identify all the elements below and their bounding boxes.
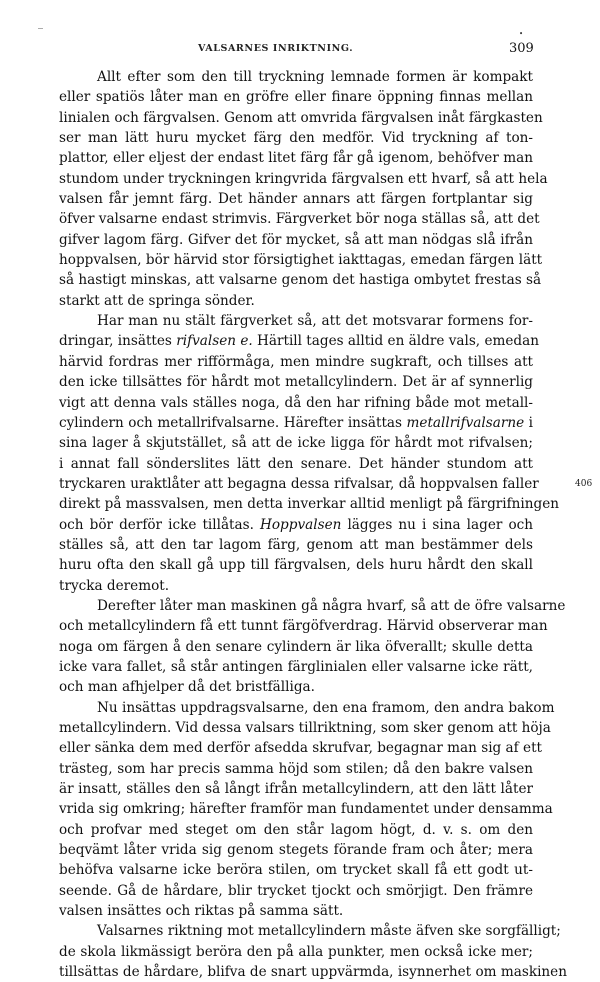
margin-note: 406 [575, 479, 593, 489]
scan-mark-right: • [519, 30, 524, 38]
page-header [0, 41, 600, 57]
text-line: stundom under tryckningen kringvrida färgvalsen ett hvarf, så att hela [59, 170, 548, 187]
paragraph [59, 596, 566, 698]
text-line: tillsättas de hårdare, blifva de snart uppvärmda, isynnerhet om maskinen [59, 964, 567, 981]
text-line: Derefter låter man maskinen gå några hvarf, så att de öfre valsarne [97, 597, 566, 614]
text-line: de skola likmässigt beröra den på alla punkter, men också icke mer; [59, 943, 533, 960]
running-title: VALSARNES INRIKTNING. [198, 43, 354, 54]
text-line: vigt att denna vals ställes noga, då den har rifning både mot metall- [59, 394, 533, 411]
text-line: dringar, insättes rifvalsen e. Härtill tages alltid en äldre vals, emedan [59, 333, 539, 350]
paragraph [59, 311, 560, 596]
emphasis-term: Hoppvalsen [260, 516, 342, 533]
paragraph [59, 698, 555, 922]
scan-mark-left: ‾ [38, 28, 43, 39]
text-line: vrida sig omkring; härefter framför man fundamentet under densamma [59, 801, 553, 818]
paragraph [59, 921, 567, 982]
text-line: öfver valsarne endast strimvis. Färgverket bör noga ställas så, att det [59, 211, 540, 228]
text-line: härvid fordras mer rifförmåga, men mindre sugkraft, och tillses att [59, 353, 533, 370]
text-line: valsen får jemnt färg. Det händer annars att färgen fortplantar sig [59, 191, 533, 208]
text-line: trästeg, som har precis samma höjd som stilen; då den bakre valsen [59, 760, 533, 777]
text-line: seende. Gå de hårdare, blir trycket tjockt och smörjigt. Den främre [59, 882, 533, 899]
text-line: hoppvalsen, bör härvid stor försigtighet iakttagas, emedan färgen lätt [59, 252, 543, 269]
text-line: tryckaren uraktlåter att begagna dessa rifvalsar, då hoppvalsen faller [59, 475, 539, 492]
text-line: cylindern och metallrifvalsarne. Härefter insättas metallrifvalsarne i [59, 414, 533, 431]
text-line: metallcylindern. Vid dessa valsars tillriktning, som sker genom att höja [59, 720, 551, 736]
text-line: trycka deremot. [59, 577, 170, 594]
text-line: beqvämt låter vrida sig genom stegets förande fram och åter; mera [59, 842, 533, 859]
text-line: noga om färgen å den senare cylindern är lika öfverallt; skulle detta [59, 638, 533, 655]
text-line: Allt efter som den till tryckning lemnade formen är kompakt [97, 69, 533, 85]
text-line: huru ofta den skall gå upp till färgvalsen, dels huru hårdt den skall [59, 557, 533, 574]
text-line: ser man lätt huru mycket färg den medför. Vid tryckning af ton- [59, 130, 533, 147]
text-line: och metallcylindern få ett tunnt färgöfverdrag. Härvid observerar man [59, 618, 548, 635]
emphasis-term: metallrifvalsarne [406, 414, 525, 431]
text-line: ställes så, att den tar lagom färg, genom att man bestämmer dels [59, 536, 533, 553]
text-line: Har man nu stält färgverket så, att det motsvarar formens for- [97, 313, 533, 330]
paragraph [59, 67, 548, 311]
body-text [59, 67, 567, 982]
text-line: starkt att de springa sönder. [59, 292, 255, 309]
text-line: behöfva valsarne icke beröra stilen, om trycket skall få ett godt ut- [59, 862, 533, 879]
text-line: valsen insättes och riktas på samma sätt. [59, 903, 344, 920]
text-line: och man afhjelper då det bristfälliga. [59, 679, 315, 696]
text-line: och bör derför icke tillåtas. Hoppvalsen lägges nu i sina lager och [59, 516, 534, 533]
text-line: linialen och färgvalsen. Genom att omvrida färgvalsen inåt färgkasten [59, 109, 543, 126]
text-line: Nu insättas uppdragsvalsarne, den ena framom, den andra bakom [97, 699, 555, 716]
text-line: plattor, eller eljest der endast litet färg får gå igenom, behöfver man [59, 150, 533, 167]
text-line: icke vara fallet, så står antingen färglinialen eller valsarne icke rätt, [59, 658, 533, 675]
text-line: direkt på massvalsen, men detta inverkar alltid menligt på färgrifningen [59, 496, 560, 513]
page-number: 309 [509, 41, 534, 56]
text-line: och profvar med steget om den står lagom högt, d. v. s. om den [59, 821, 533, 838]
text-line: Valsarnes riktning mot metallcylindern måste äfven ske sorgfälligt; [97, 923, 561, 940]
emphasis-term: rifvalsen e. [176, 333, 253, 350]
text-line: eller sänka dem med derför afsedda skrufvar, begagnar man sig af ett [59, 740, 542, 757]
text-line: i annat fall sönderslites lätt den senare. Det händer stundom att [59, 455, 533, 472]
text-line: så hastigt minskas, att valsarne genom det hastiga ombytet frestas så [59, 272, 542, 289]
text-line: sina lager å skjutstället, så att de icke ligga för hårdt mot rifvalsen; [59, 435, 533, 452]
text-line: den icke tillsättes för hårdt mot metallcylindern. Det är af synnerlig [59, 374, 533, 391]
text-line: är insatt, ställes den så långt ifrån metallcylindern, att den lätt låter [59, 781, 533, 798]
text-line: eller spatiös låter man en gröfre eller finare öppning finnas mellan [59, 89, 533, 106]
text-line: gifver lagom färg. Gifver det för mycket, så att man nödgas slå ifrån [59, 231, 533, 248]
